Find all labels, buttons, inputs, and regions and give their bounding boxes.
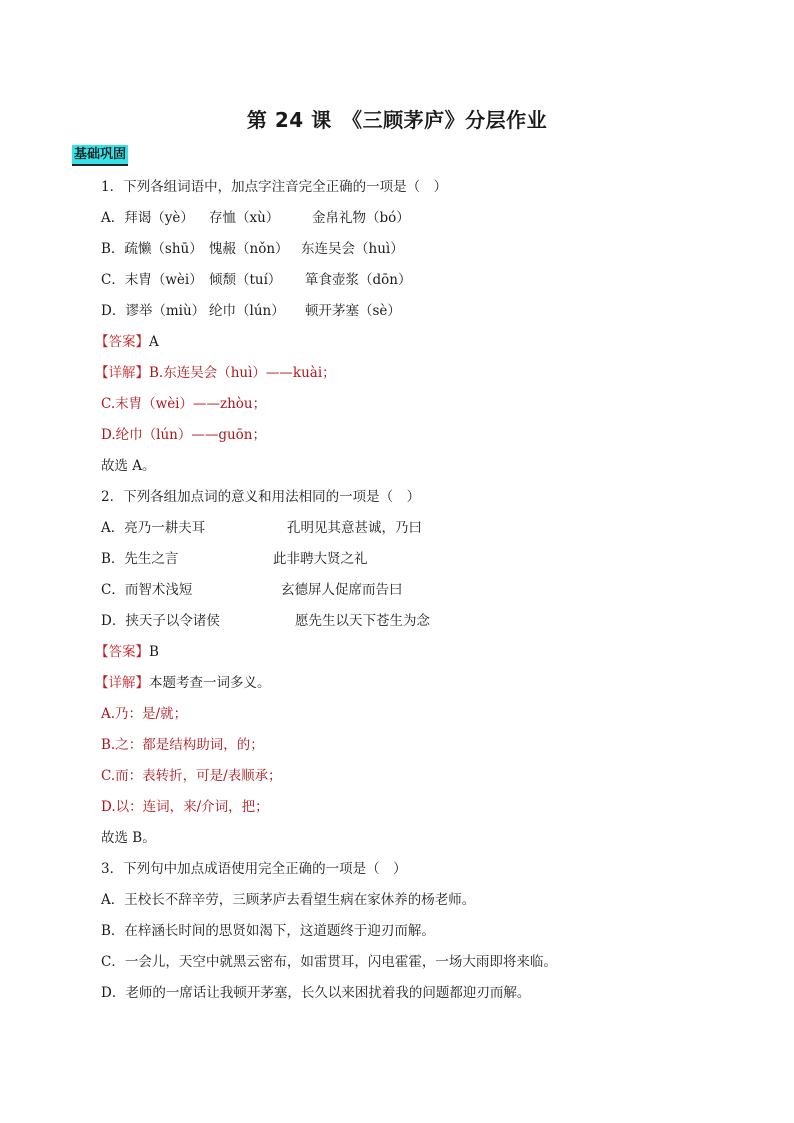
q2-answer xyxy=(95,640,741,671)
q1-detail-2: C.末胄（wèi）——zhòu； xyxy=(101,396,267,412)
section-tag: 基础巩固 xyxy=(72,145,128,166)
q1-option-a xyxy=(101,206,741,237)
q1-stem: 1．下列各组词语中，加点字注音完全正确的一项是（ ） xyxy=(101,179,448,195)
q1-option-b xyxy=(101,237,741,268)
q2-option-a xyxy=(101,516,741,547)
q1-option-d xyxy=(101,299,741,330)
q2-d-2: 愿先生以天下苍生为念 xyxy=(295,613,430,629)
q1-b-2: 愧赧（nǒn） xyxy=(209,241,289,257)
q1-a-1: A．拜谒（yè） xyxy=(101,210,194,226)
q1-b-1: B．疏懒（shū） xyxy=(101,241,203,257)
q2-option-d xyxy=(101,609,741,640)
q1-d-3: 顿开茅塞（sè） xyxy=(305,303,401,319)
q1-answer-value: A xyxy=(149,334,159,350)
q2-detail-4: D.以：连词，来/介词，把； xyxy=(101,799,269,815)
q2-detail-1: A.乃：是/就； xyxy=(101,706,188,722)
q1-d-1: D．谬举（miù） xyxy=(101,303,206,319)
q1-conclusion: 故选 A。 xyxy=(101,458,156,474)
q2-answer-label: 【答案】 xyxy=(95,644,149,660)
q1-detail-label: 【详解】 xyxy=(95,365,149,381)
q1-detail-1: B.东连吴会（huì）——kuài； xyxy=(149,365,336,381)
q3-option-c: C．一会儿，天空中就黑云密布，如雷贯耳，闪电霍霍，一场大雨即将来临。 xyxy=(101,954,557,970)
q1-c-2: 倾颓（tuí） xyxy=(209,272,282,288)
q2-c-1: C．而智术浅短 xyxy=(101,582,193,598)
q3-option-b: B．在梓涵长时间的思贤如渴下，这道题终于迎刃而解。 xyxy=(101,923,435,939)
q2-detail-label: 【详解】 xyxy=(95,675,149,691)
q3-option-d: D．老师的一席话让我顿开茅塞，长久以来困扰着我的问题都迎刃而解。 xyxy=(101,985,531,1001)
q2-c-2: 玄德屏人促席而告曰 xyxy=(281,582,403,598)
q2-conclusion: 故选 B。 xyxy=(101,830,156,846)
q2-detail-intro: 本题考查一词多义。 xyxy=(149,675,271,691)
q1-a-2: 存恤（xù） xyxy=(209,210,280,226)
q1-a-3: 金帛礼物（bó） xyxy=(312,210,410,226)
q1-answer xyxy=(95,330,741,361)
q1-answer-label: 【答案】 xyxy=(95,334,149,350)
q2-d-1: D．挟天子以令诸侯 xyxy=(101,613,220,629)
q1-b-3: 东连吴会（huì） xyxy=(301,241,404,257)
page-title: 第 24 课 《三顾茅庐》分层作业 xyxy=(246,108,548,132)
q1-option-c xyxy=(101,268,741,299)
q2-a-1: A．亮乃一耕夫耳 xyxy=(101,520,206,536)
q2-option-c xyxy=(101,578,741,609)
q2-a-2: 孔明见其意甚诚，乃曰 xyxy=(287,520,422,536)
q2-detail-2: B.之：都是结构助词，的； xyxy=(101,737,264,753)
q1-c-1: C．末胄（wèi） xyxy=(101,272,203,288)
q2-b-2: 此非聘大贤之礼 xyxy=(273,551,368,567)
q2-stem: 2．下列各组加点词的意义和用法相同的一项是（ ） xyxy=(101,489,421,505)
q1-d-2: 纶巾（lún） xyxy=(209,303,285,319)
q2-detail xyxy=(95,671,741,702)
q1-detail xyxy=(95,361,741,392)
q2-b-1: B．先生之言 xyxy=(101,551,179,567)
q1-detail-3: D.纶巾（lún）——guōn； xyxy=(101,427,266,443)
q2-detail-3: C.而：表转折，可是/表顺承； xyxy=(101,768,282,784)
q3-stem: 3．下列句中加点成语使用完全正确的一项是（ ） xyxy=(101,861,407,877)
q2-option-b xyxy=(101,547,741,578)
content xyxy=(95,175,741,1012)
q1-c-3: 箪食壶浆（dōn） xyxy=(305,272,412,288)
q3-option-a: A．王校长不辞辛劳，三顾茅庐去看望生病在家休养的杨老师。 xyxy=(101,892,476,908)
q2-answer-value: B xyxy=(149,644,159,660)
